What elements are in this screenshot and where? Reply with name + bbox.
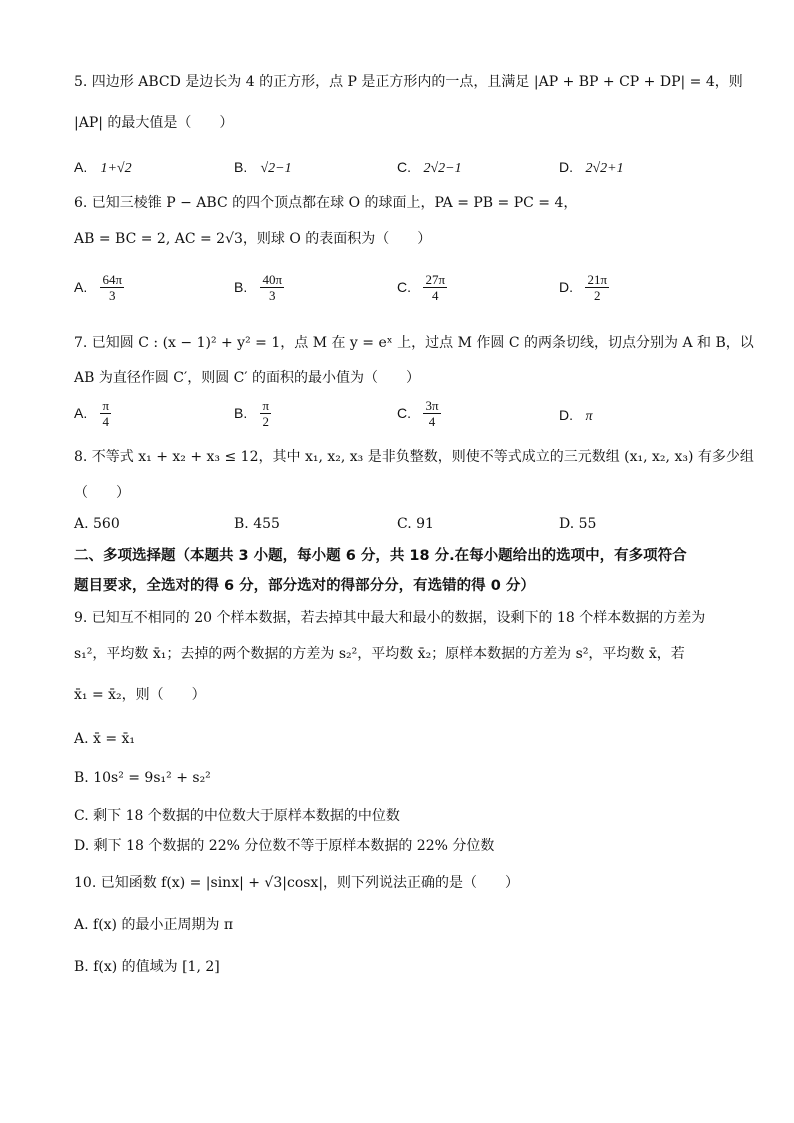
q9-line3: x̄₁ = x̄₂，则（ ） [74,687,206,703]
numerator: 64π [102,272,123,287]
option-label: A. [74,159,88,175]
option-label: C. [397,404,411,421]
q6-line2: AB = BC = 2, AC = 2√3，则球 O 的表面积为（ ） [74,231,432,247]
numerator: 27π [425,272,446,287]
option-label: C. [397,159,411,175]
q8-line2: （ ） [74,485,130,501]
q8-option-d[interactable]: D. 55 [559,516,597,532]
q5-line2: |AP| 的最大值是（ ） [74,115,234,131]
option-label: A. [74,404,88,421]
denominator: 4 [431,288,439,303]
q7-option-c[interactable] [397,398,441,429]
option-label: A. [74,278,88,295]
q8-option-c[interactable]: C. 91 [397,516,434,532]
q7-line2: AB 为直径作圆 C′，则圆 C′ 的面积的最小值为（ ） [74,370,420,386]
q5-option-d[interactable] [559,157,624,179]
q7-option-d[interactable] [559,405,592,427]
q5-option-b[interactable] [234,157,292,179]
fraction [100,272,124,303]
option-value: 2√2+1 [585,161,624,176]
denominator: 3 [268,288,276,303]
q9-line1: 9. 已知互不相同的 20 个样本数据，若去掉其中最大和最小的数据，设剩下的 18 个样本数据的方差为 [74,610,706,626]
q5-option-c[interactable] [397,157,462,179]
option-label: D. [559,159,573,175]
option-label: C. [397,278,411,295]
q8-line1: 8. 不等式 x₁ + x₂ + x₃ ≤ 12，其中 x₁, x₂, x₃ 是非负整数，则使不等式成立的三元数组 (x₁, x₂, x₃) 有多少组 [74,449,754,465]
option-label: B. [234,404,248,421]
denominator: 4 [102,414,109,429]
q5-option-a[interactable] [74,157,132,179]
q7-line1: 7. 已知圆 C : (x − 1)² + y² = 1，点 M 在 y = eˣ 上，过点 M 作圆 C 的两条切线，切点分别为 A 和 B，以 [74,335,754,351]
option-label: B. [234,278,248,295]
q9-option-b[interactable]: B. 10s² = 9s₁² + s₂² [74,770,211,786]
numerator: π [262,398,270,413]
option-value: π [585,409,593,424]
option-label: B. [234,159,248,175]
q8-option-a[interactable]: A. 560 [74,516,120,532]
q6-option-a[interactable] [74,272,124,303]
q5-line1: 5. 四边形 ABCD 是边长为 4 的正方形，点 P 是正方形内的一点，且满足 |AP + BP + CP + DP| = 4，则 [74,74,743,90]
q6-option-c[interactable] [397,272,447,303]
q9-option-d[interactable]: D. 剩下 18 个数据的 22% 分位数不等于原样本数据的 22% 分位数 [74,838,495,854]
fraction [585,272,609,303]
fraction [423,272,447,303]
fraction [100,398,111,429]
fraction [260,398,271,429]
numerator: 21π [587,272,608,287]
section-heading-line2: 题目要求，全选对的得 6 分，部分选对的得部分分，有选错的得 0 分） [74,578,535,594]
q7-option-b[interactable] [234,398,271,429]
q10-option-b[interactable]: B. f(x) 的值域为 [1, 2] [74,959,220,975]
q7-option-a[interactable] [74,398,111,429]
option-value: √2−1 [260,161,292,176]
option-value: 2√2−1 [423,161,462,176]
fraction [423,398,440,429]
q9-option-a[interactable]: A. x̄ = x̄₁ [74,731,136,747]
denominator: 3 [108,288,116,303]
q10-option-a[interactable]: A. f(x) 的最小正周期为 π [74,917,234,933]
fraction [260,272,284,303]
section-heading-line1: 二、多项选择题（本题共 3 小题，每小题 6 分，共 18 分.在每小题给出的选项中，有多项符合 [74,548,687,564]
q8-option-b[interactable]: B. 455 [234,516,280,532]
denominator: 4 [428,414,436,429]
numerator: 40π [262,272,283,287]
q6-option-d[interactable] [559,272,609,303]
numerator: π [102,398,110,413]
denominator: 2 [593,288,601,303]
denominator: 2 [262,414,269,429]
q9-option-c[interactable]: C. 剩下 18 个数据的中位数大于原样本数据的中位数 [74,808,400,824]
numerator: 3π [425,398,439,413]
q6-line1: 6. 已知三棱锥 P − ABC 的四个顶点都在球 O 的球面上，PA = PB = PC = 4， [74,195,578,211]
option-value: 1+√2 [100,161,132,176]
q6-option-b[interactable] [234,272,284,303]
option-label: D. [559,278,573,295]
q9-line2: s₁²，平均数 x̄₁；去掉的两个数据的方差为 s₂²，平均数 x̄₂；原样本数据的方差为 s²，平均数 x̄，若 [74,646,685,662]
option-label: D. [559,407,573,423]
q10-line1: 10. 已知函数 f(x) = |sinx| + √3|cosx|，则下列说法正确的是（ ） [74,875,520,891]
